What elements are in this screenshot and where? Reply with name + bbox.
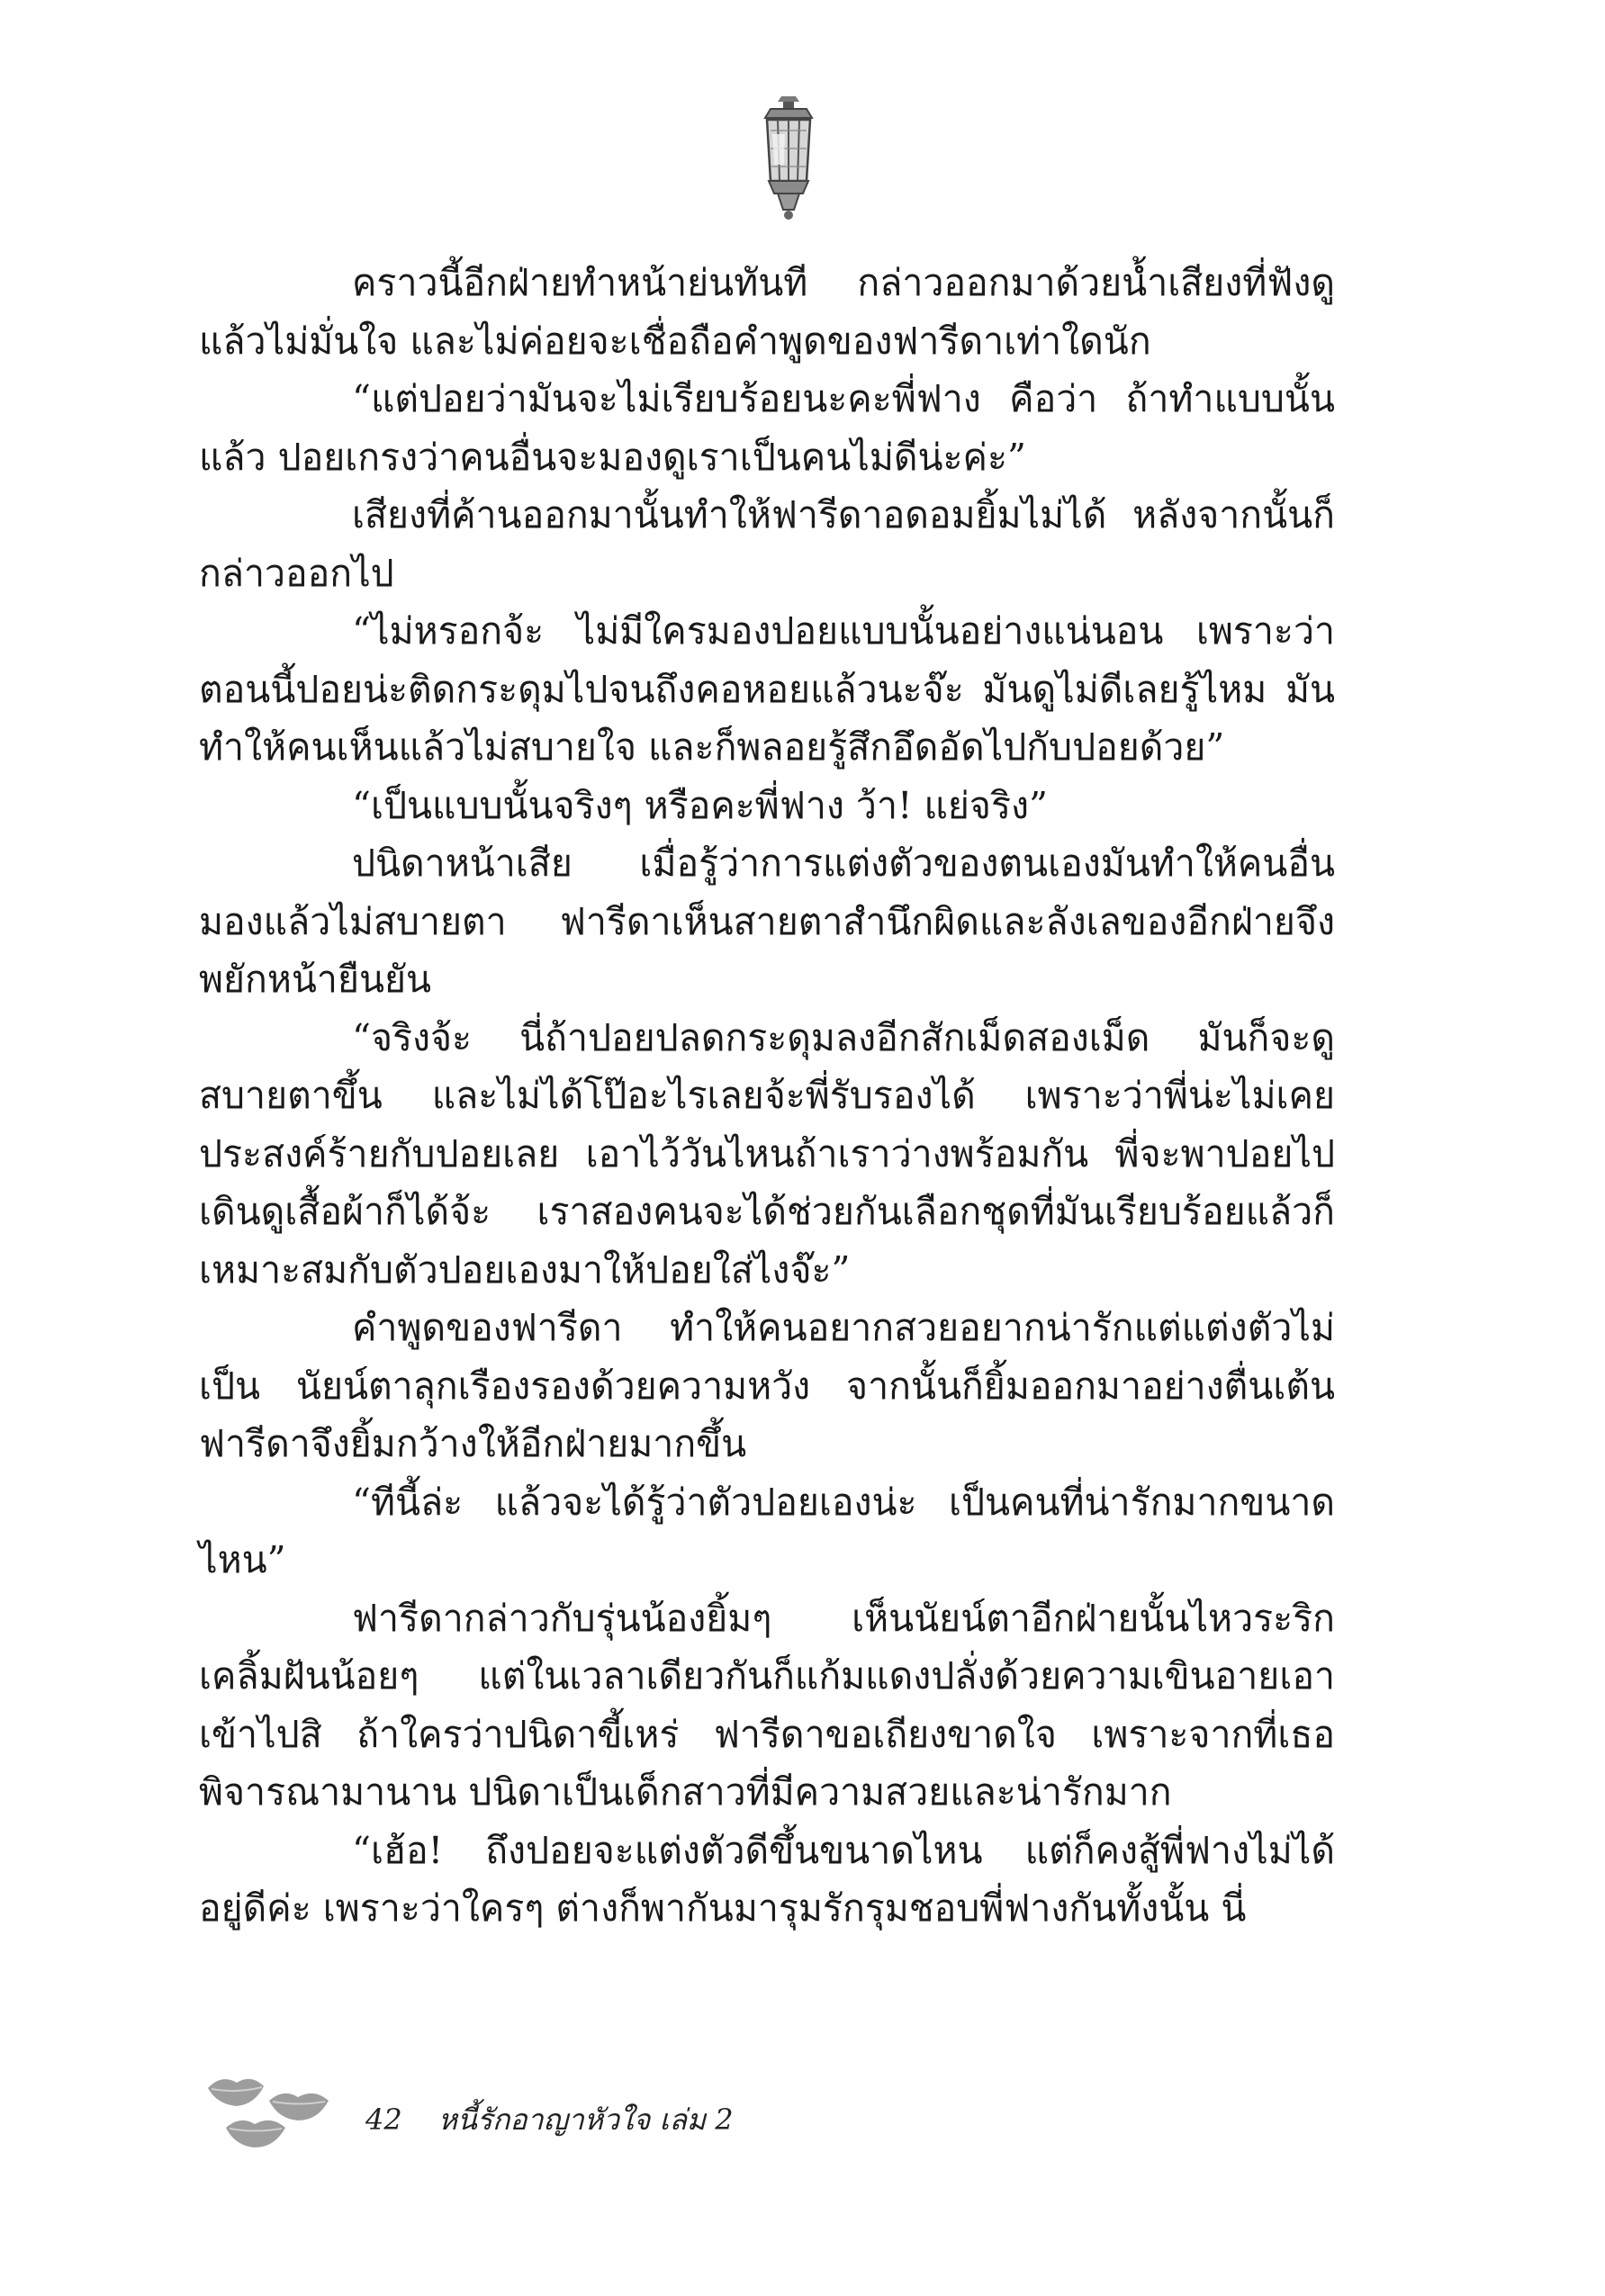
page-footer xyxy=(199,2061,1009,2160)
body-text xyxy=(199,254,1335,1938)
paragraph: “ทีนี้ล่ะ แล้วจะได้รู้ว่าตัวปอยเองน่ะ เป็นคนที่น่ารักมากขนาดไหน” xyxy=(199,1480,1335,1581)
folio-line xyxy=(365,2097,734,2143)
paragraph: คราวนี้อีกฝ่ายทำหน้าย่นทันที กล่าวออกมาด้วยน้ำเสียงที่ฟังดูแล้วไม่มั่นใจ และไม่ค่อยจะเชื่อถือคำพูดของฟารีดาเท่าใดนัก xyxy=(199,261,1335,363)
book-title: หนี้รักอาญาหัวใจ เล่ม 2 xyxy=(437,2102,734,2137)
paragraph: เสียงที่ค้านออกมานั้นทำให้ฟารีดาอดอมยิ้มไม่ได้ หลังจากนั้นก็กล่าวออกไป xyxy=(199,493,1335,595)
lantern-ornament-icon xyxy=(744,95,834,221)
paragraph: “เฮ้อ! ถึงปอยจะแต่งตัวดีขึ้นขนาดไหน แต่ก็คงสู้พี่ฟางไม่ได้อยู่ดีค่ะ เพราะว่าใครๆ ต่างก็พากันมารุมรักรุมชอบพี่ฟางกันทั้งนั้น นี่ xyxy=(199,1828,1335,1930)
paragraph: ฟารีดากล่าวกับรุ่นน้องยิ้มๆ เห็นนัยน์ตาอีกฝ่ายนั้นไหวระริกเคลิ้มฝันน้อยๆ แต่ในเวลาเดียวกันก็แก้มแดงปลั่งด้วยความเขินอายเอาเข้าไปสิ ถ้าใครว่าปนิดาขี้เหร่ ฟารีดาขอเถียงขาดใจ เพราะจากที่เธอพิจารณามานาน ปนิดาเป็นเด็กสาวที่มีความสวยและน่ารักมาก xyxy=(199,1596,1335,1814)
paragraph: ปนิดาหน้าเสีย เมื่อรู้ว่าการแต่งตัวของตนเองมันทำให้คนอื่นมองแล้วไม่สบายตา ฟารีดาเห็นสายตาสำนึกผิดและลังเลของอีกฝ่ายจึงพยักหน้ายืนยัน xyxy=(199,842,1335,1001)
lips-kiss-icon xyxy=(199,2061,352,2160)
paragraph: “แต่ปอยว่ามันจะไม่เรียบร้อยนะคะพี่ฟาง คือว่า ถ้าทำแบบนั้นแล้ว ปอยเกรงว่าคนอื่นจะมองดูเราเป็นคนไม่ดีน่ะค่ะ” xyxy=(199,377,1335,479)
paragraph: คำพูดของฟารีดา ทำให้คนอยากสวยอยากน่ารักแต่แต่งตัวไม่เป็น นัยน์ตาลุกเรืองรองด้วยความหวัง จากนั้นก็ยิ้มออกมาอย่างตื่นเต้น ฟารีดาจึงยิ้มกว้างให้อีกฝ่ายมากขึ้น xyxy=(199,1306,1335,1465)
page-number: 42 xyxy=(365,2102,402,2137)
paragraph: “ไม่หรอกจ้ะ ไม่มีใครมองปอยแบบนั้นอย่างแน่นอน เพราะว่าตอนนี้ปอยน่ะติดกระดุมไปจนถึงคอหอยแล้วนะจ๊ะ มันดูไม่ดีเลยรู้ไหม มันทำให้คนเห็นแล้วไม่สบายใจ และก็พลอยรู้สึกอึดอัดไปกับปอยด้วย” xyxy=(199,609,1335,769)
paragraph: “เป็นแบบนั้นจริงๆ หรือคะพี่ฟาง ว้า! แย่จริง” xyxy=(352,783,1048,827)
paragraph: “จริงจ้ะ นี่ถ้าปอยปลดกระดุมลงอีกสักเม็ดสองเม็ด มันก็จะดูสบายตาขึ้น และไม่ได้โป๊อะไรเลยจ้ะพี่รับรองได้ เพราะว่าพี่น่ะไม่เคยประสงค์ร้ายกับปอยเลย เอาไว้วันไหนถ้าเราว่างพร้อมกัน พี่จะพาปอยไปเดินดูเสื้อผ้าก็ได้จ้ะ เราสองคนจะได้ช่วยกันเลือกชุดที่มันเรียบร้อยแล้วก็เหมาะสมกับตัวปอยเองมาให้ปอยใส่ไงจ๊ะ” xyxy=(199,1015,1335,1292)
